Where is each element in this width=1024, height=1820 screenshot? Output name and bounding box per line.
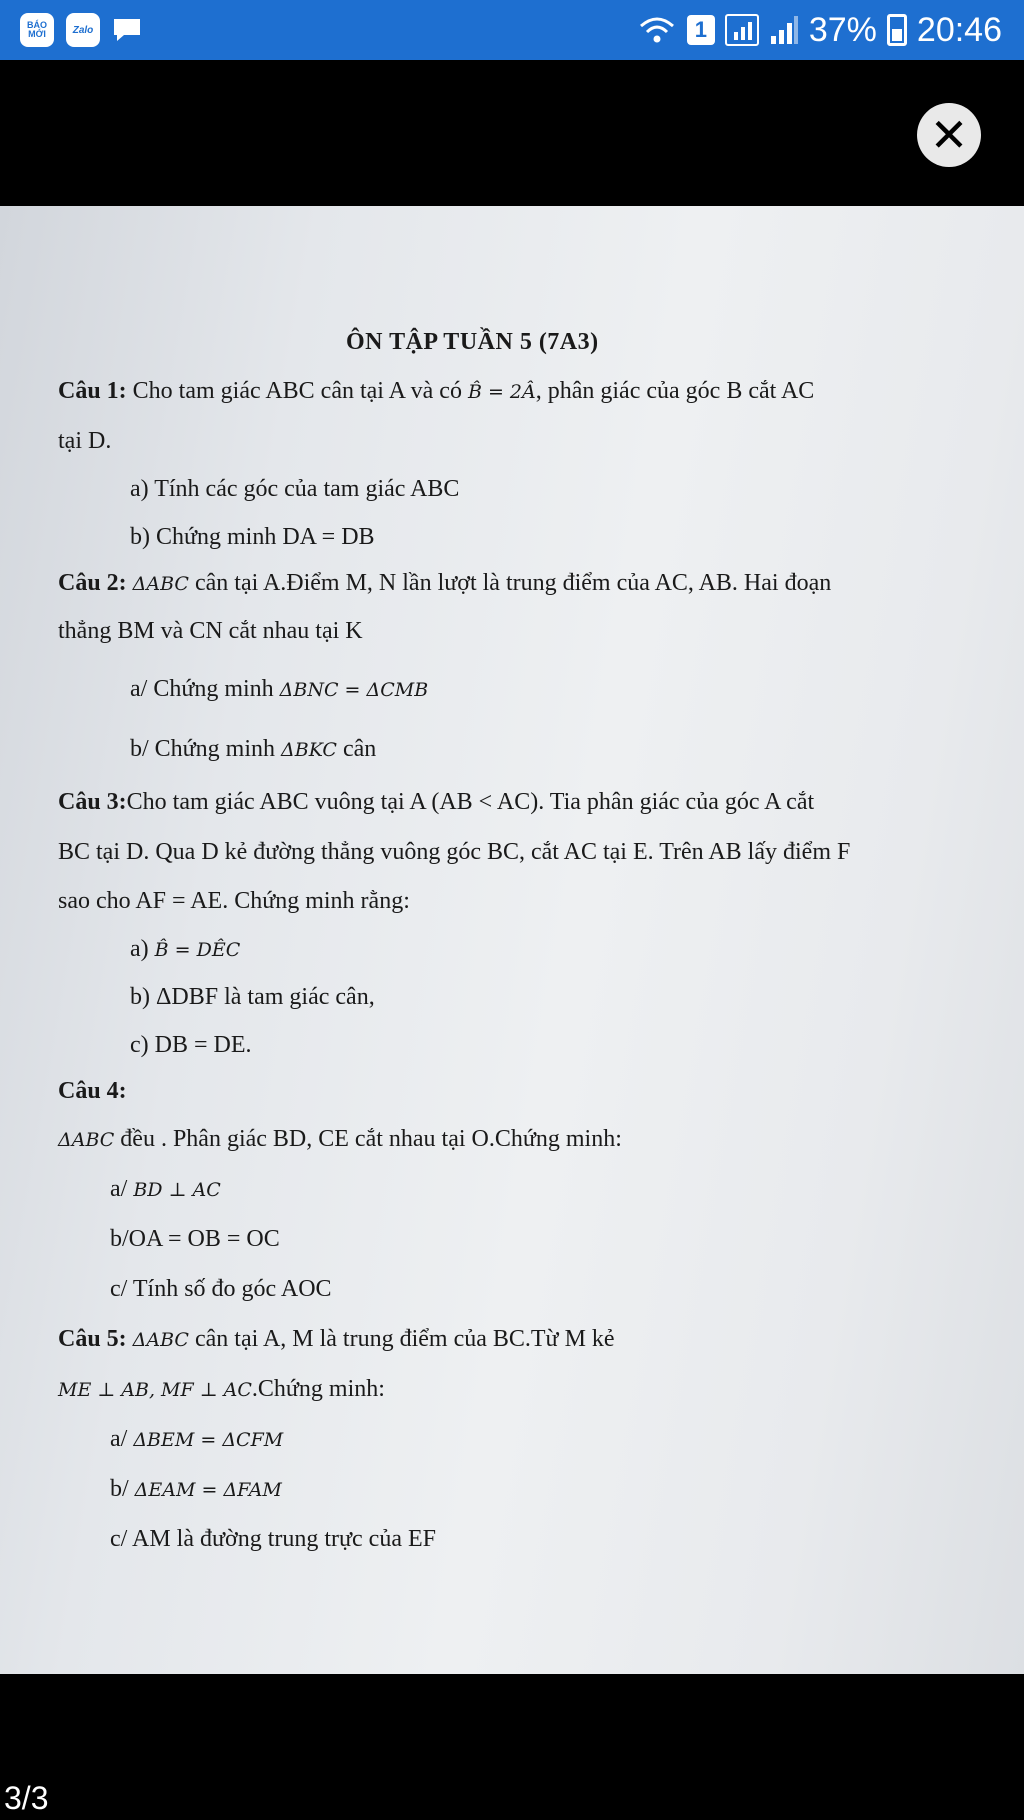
question-4-part-c: c/ Tính số đo góc AOC [110,1276,332,1302]
question-5-part-a: a/ ΔBEM = ΔCFM [110,1426,284,1452]
notification-icons [20,13,142,47]
baomoi-app-icon: BÁO MỚI [20,13,54,47]
sim-indicator: 1 [687,15,715,45]
question-1-line-2: tại D. [58,428,112,454]
question-3-line-3: sao cho AF = AE. Chứng minh rằng: [58,888,410,914]
clock: 20:46 [916,10,1002,49]
page-title: ÔN TẬP TUẦN 5 (7A3) [346,329,599,355]
signal-box-icon [725,14,759,46]
zalo-app-icon: Zalo [66,13,100,47]
question-3-part-c: c) DB = DE. [130,1032,252,1058]
system-indicators [637,8,1002,52]
question-4-label: Câu 4: [58,1078,127,1104]
question-5-line-1: Câu 5: ΔABC cân tại A, M là trung điểm của BC.Từ M kẻ [58,1326,615,1352]
battery-percent: 37% [808,10,877,49]
document-image [0,206,1024,1674]
question-2-line-2: thẳng BM và CN cắt nhau tại K [58,618,363,644]
chat-icon [112,17,142,43]
question-4-part-a: a/ BD ⊥ AC [110,1176,221,1202]
close-icon: ✕ [929,108,969,162]
question-5-line-2: ME ⊥ AB, MF ⊥ AC.Chứng minh: [58,1376,385,1402]
close-button[interactable] [917,103,981,167]
signal-icon [769,14,799,46]
viewer-bottom-bar [0,1674,1024,1820]
question-3-part-b: b) ΔDBF là tam giác cân, [130,984,375,1010]
question-2-part-b: b/ Chứng minh ΔBKC cân [130,736,377,762]
question-4-part-b: b/OA = OB = OC [110,1226,280,1252]
question-4-line-1: ΔABC đều . Phân giác BD, CE cắt nhau tại O.Chứng minh: [58,1126,622,1152]
question-5-part-b: b/ ΔEAM = ΔFAM [110,1476,282,1502]
viewer-top-bar [0,60,1024,206]
question-3-part-a: a) B̂ = DÊC [130,936,241,962]
question-3-line-1: Câu 3:Cho tam giác ABC vuông tại A (AB < AC). Tia phân giác của góc A cắt [58,789,815,815]
question-3-line-2: BC tại D. Qua D kẻ đường thẳng vuông góc BC, cắt AC tại E. Trên AB lấy điểm F [58,839,851,865]
battery-icon [887,14,907,46]
page-counter: 3/3 [4,1780,49,1816]
wifi-icon [637,14,677,46]
question-2-part-a: a/ Chứng minh ΔBNC = ΔCMB [130,676,429,702]
question-1-line-1: Câu 1: Cho tam giác ABC cân tại A và có B̂ = 2Â, phân giác của góc B cắt AC [58,378,815,404]
question-5-part-c: c/ AM là đường trung trực của EF [110,1526,436,1552]
question-1-part-a: a) Tính các góc của tam giác ABC [130,476,460,502]
question-2-line-1: Câu 2: ΔABC cân tại A.Điểm M, N lần lượt là trung điểm của AC, AB. Hai đoạn [58,570,832,596]
status-bar [0,0,1024,60]
question-1-part-b: b) Chứng minh DA = DB [130,524,375,550]
